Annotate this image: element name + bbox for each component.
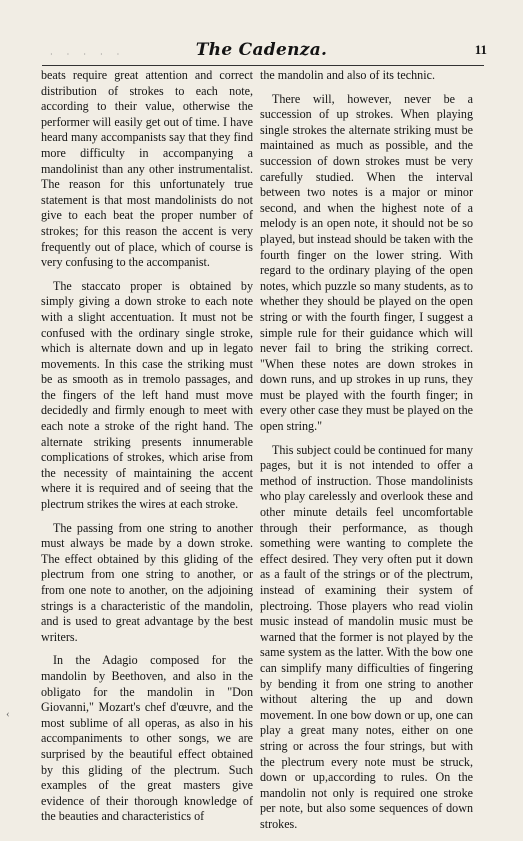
masthead-title: The Cadenza.	[195, 40, 328, 60]
paragraph: The staccato proper is obtained by simply giving a down stroke to each note with a slight accentuation. It must not be confused with the ordinary single stroke, which is alternate down and up in legato movements. In this case the striking must be as smooth as in tremolo passages, and the fingers of the left hand must move decidedly and firmly enough to meet with each note a stroke of the right hand. The alternate striking presents innumerable complications of strokes, which arise from the necessity of maintaining the accent where it is required and of seeing that the plectrum strikes the wires at each stroke.	[41, 278, 253, 512]
paragraph: The passing from one string to another must always be made by a down stroke. The effect obtained by this gliding of the plectrum from one string to another, or from one note to another, on the adjoining strings is a characteristic of the mandolin, and is used to great advantage by the best writers.	[41, 520, 253, 644]
right-column	[260, 68, 473, 841]
page-number: 11	[474, 42, 487, 57]
margin-mark: ‹	[6, 708, 10, 720]
paragraph: the mandolin and also of its technic.	[260, 68, 435, 82]
print-specks: · · · · ·	[50, 50, 126, 59]
paragraph: beats require great attention and correct distribution of strokes to each note, according to their value, otherwise the performer will easily get out of time. I have heard many accompanists say that they find more difficulty in accompanying a mandolinist than any other instrumentalist. The reason for this unfortunately true statement is that most mandolinists do not give to each beat the proper number of strokes; for this reason the accent is very frequently out of place, which of course is very confusing to the accompanist.	[41, 68, 253, 270]
paragraph: There will, however, never be a succession of up strokes. When playing single strokes the alternate striking must be maintained as much as possible, and the succession of down strokes must be very carefully studied. When the interval between two notes is a major or minor second, and when the highest note of a melody is an open note, it should not be so played, but instead should be taken with the fourth finger on the lower string. With regard to the ordinary playing of the open notes, which puzzle so many students, as to whether they should be played on the open string or with the fourth finger, I suggest a simple rule for their guidance which will never fail to bring the striking correct. "When these notes are down strokes in down runs, and up strokes in up runs, they must be played with the fourth finger; in every other case they must be played on the open string."	[260, 91, 473, 434]
paragraph: In the Adagio composed for the mandolin by Beethoven, and also in the obligato for the mandolin in "Don Giovanni," Mozart's chef d'œuvre, and the most sublime of all operas, as also in his accompaniments to other songs, we are surprised by the beautiful effect obtained by this gliding of the plectrum. Such examples of the great masters give evidence of their thorough knowledge of the beauties and characteristics of	[41, 653, 253, 824]
paragraph: This subject could be continued for many pages, but it is not intended to offer a method of instruction. Those mandolinists who play carelessly and overlook these and other minute details feel uncomfortable through their performance, as though something were wanting to complete the effect desired. They very often put it down as a fault of the strings or of the plectrum, instead of examining their system of plectroing. Those players who read violin music instead of mandolin music must be warned that the former is not played by the same system as the latter. With the bow one can simplify many difficulties of fingering by bending it from one string to another without altering the up and down movement. In one bow down or up, one can play a great many notes, either on one string or across the four strings, but with the plectrum every note must be struck, down or up,according to rules. On the mandolin not only is required one stroke per note, but also some sequences of down strokes.	[260, 442, 473, 831]
running-head	[0, 38, 523, 68]
left-column	[41, 68, 253, 833]
header-rule	[42, 65, 484, 66]
